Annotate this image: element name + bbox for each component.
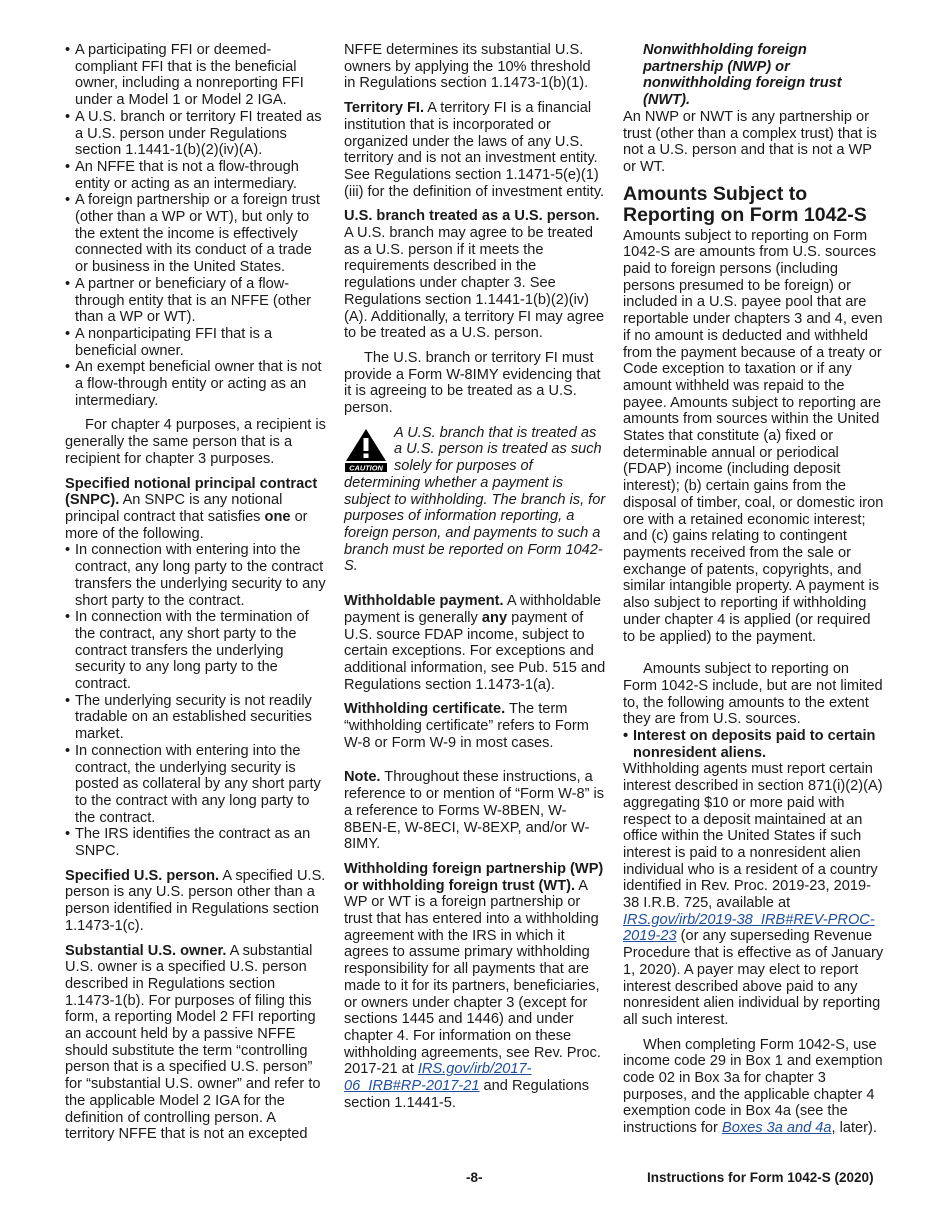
interest-text: Withholding agents must report certain interest described in section 871(i)(2)(A) aggregating $10 or more paid with respect to a deposit maintained at an office within the United States if such interest is paid to a nonresident alien individual who is a resident of a country identified in Rev. Proc. 2019-23, 2019-38 I.R.B. 725, available at — [623, 761, 883, 912]
specified-us-person-heading: Specified U.S. person. — [65, 867, 220, 884]
page-number: -8- — [466, 1170, 483, 1185]
us-branch-heading: U.S. branch treated as a U.S. person. — [344, 208, 600, 225]
include-paragraph: Amounts subject to reporting on Form 1042-S include, but are not limited to, the following amounts to the extent they are from U.S. sources. — [623, 661, 883, 728]
list-item: • A U.S. branch or territory FI treated as a U.S. person under Regulations section 1.1441-1(b)(2)(iv)(A). — [65, 109, 327, 159]
us-branch-text: A U.S. branch may agree to be treated as a U.S. person if it meets the requirements described in the regulations under chapter 3. See Regulations section 1.1441-1(b)(2)(iv)(A). Additionally, a territory FI may agree to be treated as a U.S. person. — [344, 225, 605, 342]
recipient-bullet-list — [65, 42, 327, 409]
wp-wt-text: A WP or WT is a foreign partnership or trust that has entered into a withholding agreement with the IRS in which it agrees to assume primary withholding responsibility for all payments that are made to it for its partners, beneficiaries, or owners under chapter 3 (except for sections 1445 and 1446) and under chapter 4. For information on these withholding agreements, see Rev. Proc. 2017-21 at — [344, 877, 601, 1078]
completing-text-tail: , later). — [831, 1120, 877, 1137]
rev-proc-2019-23-link[interactable]: IRS.gov/irb/2019-38_IRB#REV-PROC-2019-23 — [623, 911, 875, 945]
withholdable-payment-text-tail: payment of U.S. source FDAP income, subject to certain exceptions. For exceptions and additional information, see Pub. 515 and Regulations section 1.1473-1(a). — [344, 609, 606, 693]
snpc-text-tail: or more of the following. — [65, 508, 308, 542]
chapter4-recipient-paragraph: For chapter 4 purposes, a recipient is generally the same person that is a recipient for chapter 3 purposes. — [65, 417, 326, 467]
us-branch-paragraph: The U.S. branch or territory FI must provide a Form W-8IMY evidencing that it is agreeing to be treated as a U.S. person. — [344, 349, 601, 417]
snpc-heading: Specified notional principal contract (SNPC). — [65, 475, 318, 509]
list-item: • A nonparticipating FFI that is a beneficial owner. — [65, 326, 327, 359]
column-middle — [344, 42, 606, 1119]
wp-wt-definition — [344, 861, 606, 1112]
nwp-nwt-definition — [623, 42, 885, 176]
footer-doc-title: Instructions for Form 1042-S (2020) — [647, 1170, 874, 1185]
substantial-us-owner-heading: Substantial U.S. owner. — [65, 942, 227, 959]
completing-text: When completing Form 1042-S, use income code 29 in Box 1 and exemption code 02 in Box 3a for chapter 3 purposes, and the applicable chapter 4 exemption code in Box 4a (see the instructions for — [623, 1036, 883, 1137]
column-left — [65, 42, 327, 1151]
list-item: • An NFFE that is not a flow-through entity or acting as an intermediary. — [65, 159, 327, 192]
substantial-us-owner-definition — [65, 943, 327, 1143]
territory-fi-definition — [344, 100, 606, 200]
interest-text-tail: (or any superseding Revenue Procedure that is effective as of January 1, 2020). A payer may elect to report interest described above paid to any nonresident alien individual by reporting all such interest. — [623, 928, 884, 1028]
form-w8-note — [344, 769, 606, 853]
list-item: • A foreign partnership or a foreign trust (other than a WP or WT), but only to the extent the income is effectively connected with its conduct of a trade or business in the United States. — [65, 192, 327, 276]
caution-label: CAUTION — [349, 463, 383, 473]
caution-icon — [344, 427, 388, 473]
us-branch-definition — [344, 208, 606, 342]
note-text: Throughout these instructions, a reference to or mention of “Form W-8” is a reference to Forms W-8BEN, W-8BEN-E, W-8ECI, W-8EXP, and/or W-8IMY. — [344, 769, 605, 853]
nwp-nwt-text: An NWP or NWT is any partnership or trust (other than a complex trust) that is not a U.S. person and that is not a WP or WT. — [623, 108, 877, 175]
caution-note — [344, 425, 606, 575]
note-heading: Note. — [344, 769, 381, 786]
snpc-bullet-list — [65, 542, 327, 859]
specified-us-person-definition — [65, 868, 327, 935]
wp-wt-heading: Withholding foreign partnership (WP) or withholding foreign trust (WT). — [344, 860, 604, 894]
list-item: • In connection with entering into the contract, the underlying security is posted as collateral by any short party to the contract with any long party to the contract. — [65, 743, 327, 827]
list-item: • A participating FFI or deemed-compliant FFI that is the beneficial owner, including a nonreporting FFI under a Model 1 or Model 2 IGA. — [65, 42, 327, 109]
territory-fi-text: A territory FI is a financial institution that is incorporated or organized under the laws of any U.S. territory and is not an investment entity. See Regulations section 1.1471-5(e)(1)(iii) for the definition of investment entity. — [344, 100, 605, 200]
boxes-3a-4a-link[interactable]: Boxes 3a and 4a — [721, 1120, 832, 1137]
section-heading: Amounts Subject to Reporting on Form 1042-S — [623, 182, 867, 226]
wp-wt-text-tail: and Regulations section 1.1441-5. — [344, 1078, 590, 1111]
interest-deposits-text — [623, 761, 885, 1028]
list-item: • An exempt beneficial owner that is not a flow-through entity or acting as an intermediary. — [65, 359, 327, 409]
withholding-certificate-text: The term “withholding certificate” refers to Form W-8 or Form W-9 in most cases. — [344, 701, 589, 751]
rev-proc-2017-21-link[interactable]: IRS.gov/irb/2017-06_IRB#RP-2017-21 — [344, 1061, 532, 1095]
snpc-definition — [65, 476, 327, 543]
withholdable-payment-heading: Withholdable payment. — [344, 593, 504, 610]
withholdable-payment-definition — [344, 593, 606, 693]
interest-deposits-heading: • Interest on deposits paid to certain nonresident aliens. — [623, 728, 885, 761]
nwp-nwt-heading: Nonwithholding foreign partnership (NWP) or nonwithholding foreign trust (NWT). — [643, 42, 842, 109]
list-item: • In connection with the termination of the contract, any short party to the contract transfers the underlying security to any long party to the contract. — [65, 609, 327, 693]
list-item: • The IRS identifies the contract as an SNPC. — [65, 826, 327, 859]
substantial-owner-continuation: NFFE determines its substantial U.S. owners by applying the 10% threshold in Regulations section 1.1473-1(b)(1). — [344, 42, 591, 92]
snpc-emphasis: one — [264, 508, 291, 525]
withholdable-payment-emphasis: any — [481, 609, 508, 626]
amounts-paragraph: Amounts subject to reporting on Form 1042-S are amounts from U.S. sources paid to foreign persons (including persons presumed to be foreign) or included in a U.S. payee pool that are reportable under chapters 3 and 4, even if no amount is deducted and withheld from the payment because of a treaty or Code exception to taxation or if any amount withheld was repaid to the payee. Amounts subject to reporting are amounts from sources within the United States that constitute (a) fixed or determinable annual or periodical (FDAP) income (including deposit interest); (b) certain gains from the disposal of timber, coal, or domestic iron ore with a retained economic interest; and (c) gains relating to contingent payments received from the sale or exchange of patents, copyrights, and similar intangible property. A payment is also subject to reporting if withholding under chapter 4 is applied (or required to be applied) to the payment. — [623, 227, 884, 645]
snpc-text: An SNPC is any notional principal contract that satisfies — [65, 492, 283, 525]
withholdable-payment-text: A withholdable payment is generally — [344, 593, 601, 626]
completing-form-paragraph — [623, 1037, 885, 1137]
list-item: • In connection with entering into the contract, any long party to the contract transfers the underlying security to any short party to the contract. — [65, 542, 327, 609]
withholding-certificate-definition — [344, 701, 606, 751]
substantial-us-owner-text: A substantial U.S. owner is a specified U.S. person described in Regulations section 1.1473-1(b). For purposes of filing this form, a reporting Model 2 FFI reporting an account held by a passive NFFE should substitute the term “controlling person that is a specified U.S. person” for “substantial U.S. owner” and refer to the applicable Model 2 IGA for the definition of controlling person. A territory NFFE that is not an excepted — [65, 942, 321, 1143]
list-item: • The underlying security is not readily tradable on an established securities market. — [65, 693, 327, 743]
list-item: • A partner or beneficiary of a flow-through entity that is an NFFE (other than a WP or WT). — [65, 276, 327, 326]
caution-text: A U.S. branch that is treated as a U.S. person is treated as such solely for purposes of determining whether a payment is subject to withholding. The branch is, for purposes of information reporting, a foreign person, and payments to such a branch must be reported on Form 1042-S. — [344, 424, 606, 575]
specified-us-person-text: A specified U.S. person is any U.S. person other than a person identified in Regulations section 1.1473-1(c). — [65, 867, 326, 934]
territory-fi-heading: Territory FI. — [344, 100, 425, 117]
column-right — [623, 42, 885, 1145]
withholding-certificate-heading: Withholding certificate. — [344, 701, 506, 718]
